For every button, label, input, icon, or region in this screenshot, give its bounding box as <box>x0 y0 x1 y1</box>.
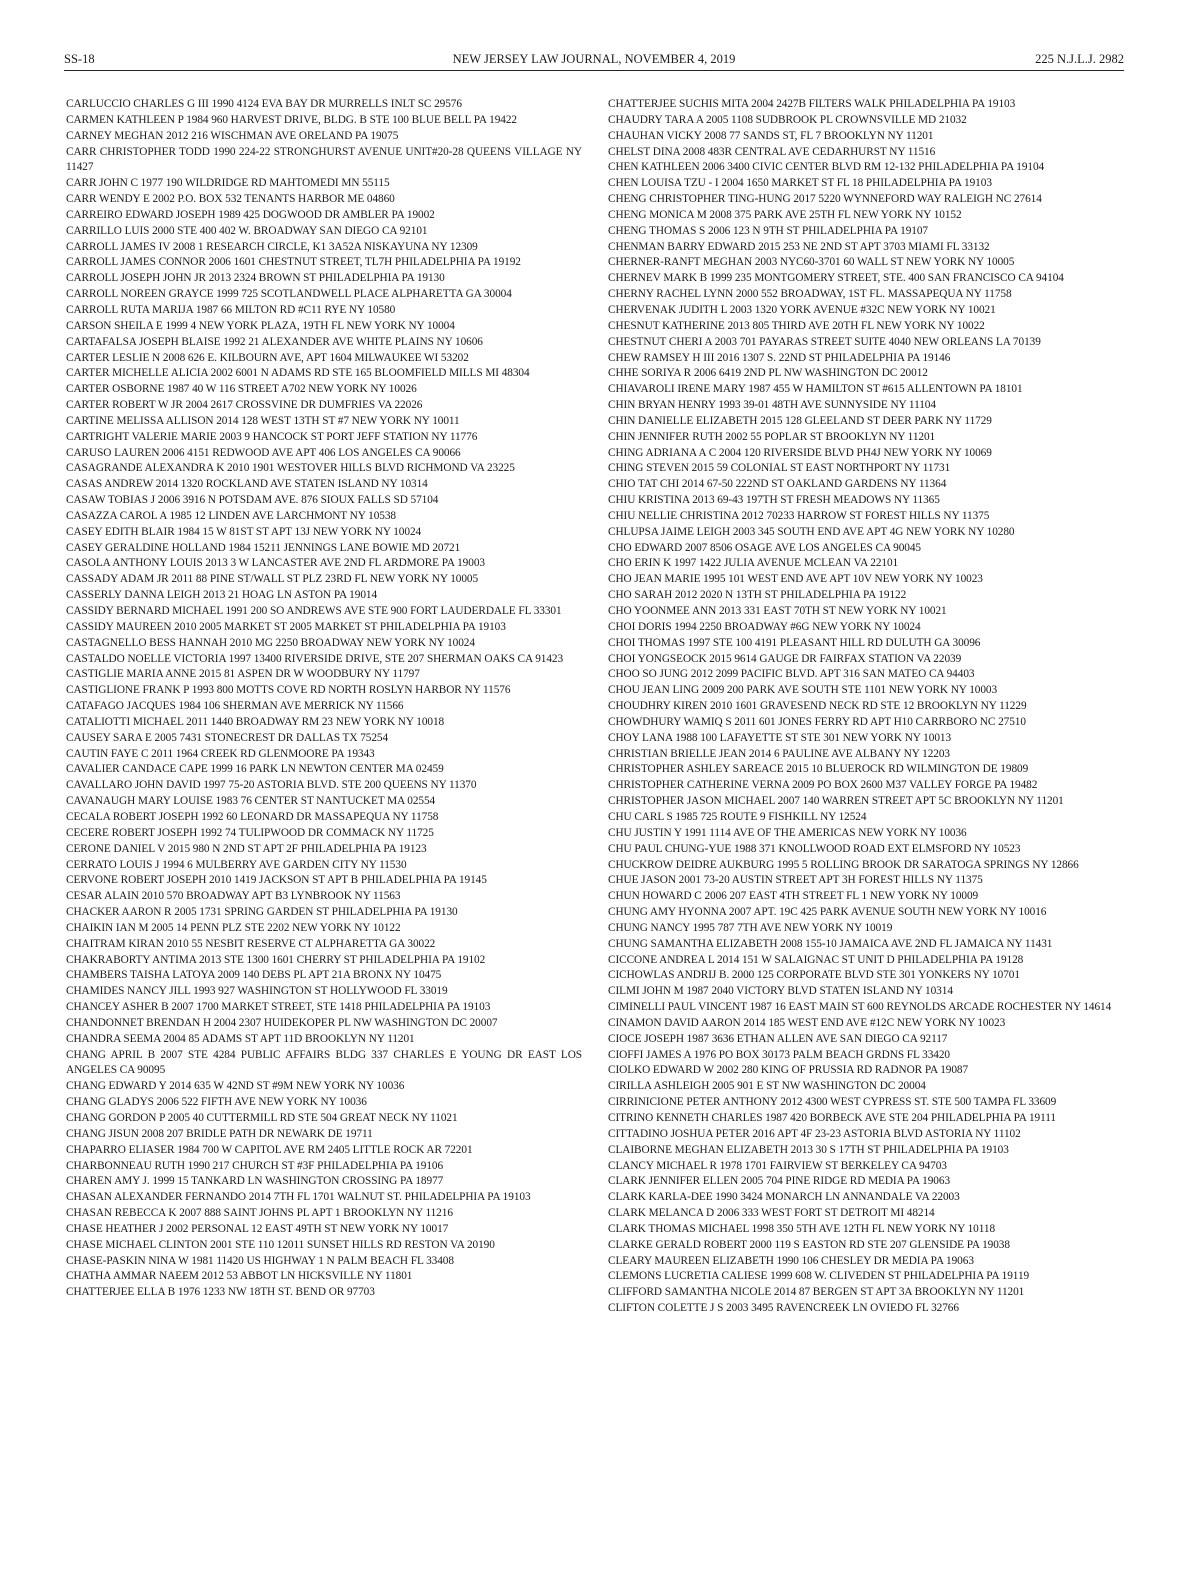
attorney-entry: CARTINE MELISSA ALLISON 2014 128 WEST 13TH ST #7 NEW YORK NY 10011 <box>66 414 460 427</box>
attorney-entry: CASAS ANDREW 2014 1320 ROCKLAND AVE STATEN ISLAND NY 10314 <box>66 478 428 491</box>
attorney-entry: CHELST DINA 2008 483R CENTRAL AVE CEDARHURST NY 11516 <box>608 145 936 158</box>
attorney-entry: CERVONE ROBERT JOSEPH 2010 1419 JACKSON ST APT B PHILADELPHIA PA 19145 <box>66 874 487 887</box>
attorney-entry: CERONE DANIEL V 2015 980 N 2ND ST APT 2F PHILADELPHIA PA 19123 <box>66 842 427 855</box>
attorney-entry: CIOFFI JAMES A 1976 PO BOX 30173 PALM BEACH GRDNS FL 33420 <box>608 1048 950 1061</box>
attorney-entry: CHUNG SAMANTHA ELIZABETH 2008 155-10 JAMAICA AVE 2ND FL JAMAICA NY 11431 <box>608 937 1053 950</box>
attorney-entry: CASTALDO NOELLE VICTORIA 1997 13400 RIVERSIDE DRIVE, STE 207 SHERMAN OAKS CA 91423 <box>66 652 564 665</box>
attorney-entry: CHIAVAROLI IRENE MARY 1987 455 W HAMILTON ST #615 ALLENTOWN PA 18101 <box>608 383 1023 396</box>
attorney-entry: CASSERLY DANNA LEIGH 2013 21 HOAG LN ASTON PA 19014 <box>66 589 378 602</box>
attorney-entry: CHING ADRIANA A C 2004 120 RIVERSIDE BLVD PH4J NEW YORK NY 10069 <box>608 446 992 459</box>
attorney-entry: CHOI YONGSEOCK 2015 9614 GAUGE DR FAIRFAX STATION VA 22039 <box>608 652 962 665</box>
attorney-entry: CHIU KRISTINA 2013 69-43 197TH ST FRESH MEADOWS NY 11365 <box>608 494 940 507</box>
attorney-entry: CAVANAUGH MARY LOUISE 1983 76 CENTER ST NANTUCKET MA 02554 <box>66 795 436 808</box>
attorney-entry: CHANG EDWARD Y 2014 635 W 42ND ST #9M NEW YORK NY 10036 <box>66 1080 405 1093</box>
attorney-entry: CARTAFALSA JOSEPH BLAISE 1992 21 ALEXANDER AVE WHITE PLAINS NY 10606 <box>66 335 483 348</box>
attorney-entry: CHO SARAH 2012 2020 N 13TH ST PHILADELPHIA PA 19122 <box>608 589 907 602</box>
attorney-entry: CITTADINO JOSHUA PETER 2016 APT 4F 23-23 ASTORIA BLVD ASTORIA NY 11102 <box>608 1127 1021 1140</box>
attorney-entry: CARNEY MEGHAN 2012 216 WISCHMAN AVE ORELAND PA 19075 <box>66 129 399 142</box>
attorney-entry: CHOUDHRY KIREN 2010 1601 GRAVESEND NECK RD STE 12 BROOKLYN NY 11229 <box>608 700 1027 713</box>
attorney-entry: CARRILLO LUIS 2000 STE 400 402 W. BROADWAY SAN DIEGO CA 92101 <box>66 224 428 237</box>
attorney-entry: CASTAGNELLO BESS HANNAH 2010 MG 2250 BROADWAY NEW YORK NY 10024 <box>66 636 475 649</box>
attorney-entry: CASSIDY BERNARD MICHAEL 1991 200 SO ANDREWS AVE STE 900 FORT LAUDERDALE FL 33301 <box>66 605 562 617</box>
attorney-entry: CHERVENAK JUDITH L 2003 1320 YORK AVENUE #32C NEW YORK NY 10021 <box>608 303 996 316</box>
attorney-entry: CHAKRABORTY ANTIMA 2013 STE 1300 1601 CHERRY ST PHILADELPHIA PA 19102 <box>66 953 486 966</box>
attorney-entry: CARUSO LAUREN 2006 4151 REDWOOD AVE APT 406 LOS ANGELES CA 90066 <box>66 446 461 459</box>
attorney-entry: CAVALLARO JOHN DAVID 1997 75-20 ASTORIA BLVD. STE 200 QUEENS NY 11370 <box>66 779 477 792</box>
attorney-entry: CILMI JOHN M 1987 2040 VICTORY BLVD STATEN ISLAND NY 10314 <box>608 985 953 998</box>
attorney-entry: CARR CHRISTOPHER TODD 1990 224-22 STRONGHURST AVENUE UNIT#20-28 QUEENS VILLAGE NY 11427 <box>66 145 582 174</box>
attorney-entry: CHAIKIN IAN M 2005 14 PENN PLZ STE 2202 NEW YORK NY 10122 <box>66 921 401 934</box>
attorney-entry: CHOO SO JUNG 2012 2099 PACIFIC BLVD. APT 316 SAN MATEO CA 94403 <box>608 668 975 681</box>
attorney-entry: CHIN DANIELLE ELIZABETH 2015 128 GLEELAND ST DEER PARK NY 11729 <box>608 414 992 427</box>
attorney-entry: CHATTERJEE SUCHIS MITA 2004 2427B FILTERS WALK PHILADELPHIA PA 19103 <box>608 98 1016 110</box>
attorney-entry: CASEY GERALDINE HOLLAND 1984 15211 JENNINGS LANE BOWIE MD 20721 <box>66 541 461 554</box>
attorney-entry: CARTRIGHT VALERIE MARIE 2003 9 HANCOCK ST PORT JEFF STATION NY 11776 <box>66 430 478 443</box>
attorney-entry: CIRILLA ASHLEIGH 2005 901 E ST NW WASHINGTON DC 20004 <box>608 1080 926 1093</box>
attorney-entry: CHANG APRIL B 2007 STE 4284 PUBLIC AFFAIRS BLDG 337 CHARLES E YOUNG DR EAST LOS ANGELES CA 90095 <box>66 1048 582 1077</box>
attorney-entry: CHASAN ALEXANDER FERNANDO 2014 7TH FL 1701 WALNUT ST. PHILADELPHIA PA 19103 <box>66 1191 531 1204</box>
publication-title: NEW JERSEY LAW JOURNAL, NOVEMBER 4, 2019 <box>452 52 736 66</box>
attorney-entry: CHAUDRY TARA A 2005 1108 SUDBROOK PL CROWNSVILLE MD 21032 <box>608 113 967 126</box>
attorney-entry: CHENG CHRISTOPHER TING-HUNG 2017 5220 WYNNEFORD WAY RALEIGH NC 27614 <box>608 193 1042 206</box>
attorney-entry: CAUSEY SARA E 2005 7431 STONECREST DR DALLAS TX 75254 <box>66 731 389 744</box>
attorney-entry: CHU CARL S 1985 725 ROUTE 9 FISHKILL NY 12524 <box>608 810 867 823</box>
attorney-entry: CHACKER AARON R 2005 1731 SPRING GARDEN ST PHILADELPHIA PA 19130 <box>66 906 458 919</box>
attorney-entry: CHERNER-RANFT MEGHAN 2003 NYC60-3701 60 WALL ST NEW YORK NY 10005 <box>608 256 1015 269</box>
attorney-entry: CASSADY ADAM JR 2011 88 PINE ST/WALL ST PLZ 23RD FL NEW YORK NY 10005 <box>66 573 479 586</box>
attorney-entry: CHUN HOWARD C 2006 207 EAST 4TH STREET FL 1 NEW YORK NY 10009 <box>608 890 979 903</box>
attorney-entry: CINAMON DAVID AARON 2014 185 WEST END AVE #12C NEW YORK NY 10023 <box>608 1016 1006 1029</box>
attorney-entry: CARROLL NOREEN GRAYCE 1999 725 SCOTLANDWELL PLACE ALPHARETTA GA 30004 <box>66 288 512 301</box>
attorney-entry: CECALA ROBERT JOSEPH 1992 60 LEONARD DR MASSAPEQUA NY 11758 <box>66 810 439 823</box>
attorney-entry: CHENG MONICA M 2008 375 PARK AVE 25TH FL NEW YORK NY 10152 <box>608 208 962 221</box>
attorney-entry: CLEARY MAUREEN ELIZABETH 1990 106 CHESLEY DR MEDIA PA 19063 <box>608 1254 974 1267</box>
attorney-entry: CARROLL JOSEPH JOHN JR 2013 2324 BROWN ST PHILADELPHIA PA 19130 <box>66 272 445 285</box>
attorney-entry: CARR JOHN C 1977 190 WILDRIDGE RD MAHTOMEDI MN 55115 <box>66 177 390 190</box>
attorney-entry: CHRISTOPHER JASON MICHAEL 2007 140 WARREN STREET APT 5C BROOKLYN NY 11201 <box>608 795 1064 808</box>
attorney-entry: CLARK MELANCA D 2006 333 WEST FORT ST DETROIT MI 48214 <box>608 1207 935 1220</box>
attorney-entry: CHASE MICHAEL CLINTON 2001 STE 110 12011 SUNSET HILLS RD RESTON VA 20190 <box>66 1238 495 1251</box>
attorney-entry: CLIFFORD SAMANTHA NICOLE 2014 87 BERGEN ST APT 3A BROOKLYN NY 11201 <box>608 1286 1025 1299</box>
attorney-entry: CASAZZA CAROL A 1985 12 LINDEN AVE LARCHMONT NY 10538 <box>66 509 396 522</box>
attorney-entry: CHARBONNEAU RUTH 1990 217 CHURCH ST #3F PHILADELPHIA PA 19106 <box>66 1159 444 1172</box>
attorney-entry: CASOLA ANTHONY LOUIS 2013 3 W LANCASTER AVE 2ND FL ARDMORE PA 19003 <box>66 557 485 570</box>
attorney-entry: CECERE ROBERT JOSEPH 1992 74 TULIPWOOD DR COMMACK NY 11725 <box>66 826 434 839</box>
citation: 225 N.J.L.J. 2982 <box>1035 52 1124 66</box>
attorney-entry: CHENMAN BARRY EDWARD 2015 253 NE 2ND ST APT 3703 MIAMI FL 33132 <box>608 240 990 253</box>
attorney-entry: CARROLL JAMES IV 2008 1 RESEARCH CIRCLE, K1 3A52A NISKAYUNA NY 12309 <box>66 240 478 253</box>
attorney-entry: CHOWDHURY WAMIQ S 2011 601 JONES FERRY RD APT H10 CARRBORO NC 27510 <box>608 715 1026 728</box>
attorney-entry: CLAIBORNE MEGHAN ELIZABETH 2013 30 S 17TH ST PHILADELPHIA PA 19103 <box>608 1143 1009 1156</box>
attorney-entry: CHRISTOPHER ASHLEY SAREACE 2015 10 BLUEROCK RD WILMINGTON DE 19809 <box>608 763 1029 776</box>
attorney-entry: CHHE SORIYA R 2006 6419 2ND PL NW WASHINGTON DC 20012 <box>608 367 928 380</box>
attorney-entry: CHANG GORDON P 2005 40 CUTTERMILL RD STE 504 GREAT NECK NY 11021 <box>66 1112 458 1124</box>
attorney-entry: CHIN JENNIFER RUTH 2002 55 POPLAR ST BROOKLYN NY 11201 <box>608 430 936 443</box>
attorney-entry: CHASE HEATHER J 2002 PERSONAL 12 EAST 49TH ST NEW YORK NY 10017 <box>66 1222 449 1235</box>
attorney-entry: CHERNEV MARK B 1999 235 MONTGOMERY STREET, STE. 400 SAN FRANCISCO CA 94104 <box>608 272 1064 285</box>
left-column <box>66 97 582 1301</box>
attorney-entry: CHUNG AMY HYONNA 2007 APT. 19C 425 PARK AVENUE SOUTH NEW YORK NY 10016 <box>608 906 1047 919</box>
attorney-entry: CARMEN KATHLEEN P 1984 960 HARVEST DRIVE, BLDG. B STE 100 BLUE BELL PA 19422 <box>66 113 517 126</box>
attorney-entry: CICHOWLAS ANDRIJ B. 2000 125 CORPORATE BLVD STE 301 YONKERS NY 10701 <box>608 969 1020 982</box>
page-header <box>64 50 1124 71</box>
attorney-entry: CHANDRA SEEMA 2004 85 ADAMS ST APT 11D BROOKLYN NY 11201 <box>66 1032 415 1045</box>
attorney-entry: CLANCY MICHAEL R 1978 1701 FAIRVIEW ST BERKELEY CA 94703 <box>608 1159 947 1172</box>
attorney-entry: CHANG GLADYS 2006 522 FIFTH AVE NEW YORK NY 10036 <box>66 1096 367 1109</box>
attorney-entry: CASEY EDITH BLAIR 1984 15 W 81ST ST APT 13J NEW YORK NY 10024 <box>66 525 422 538</box>
attorney-entry: CARROLL JAMES CONNOR 2006 1601 CHESTNUT STREET, TL7H PHILADELPHIA PA 19192 <box>66 256 521 269</box>
attorney-entry: CLARK THOMAS MICHAEL 1998 350 5TH AVE 12TH FL NEW YORK NY 10118 <box>608 1222 996 1235</box>
page-label: SS-18 <box>64 52 95 66</box>
attorney-entry: CHAMIDES NANCY JILL 1993 927 WASHINGTON ST HOLLYWOOD FL 33019 <box>66 985 448 998</box>
attorney-entry: CHENG THOMAS S 2006 123 N 9TH ST PHILADELPHIA PA 19107 <box>608 224 928 237</box>
attorney-entry: CARTER LESLIE N 2008 626 E. KILBOURN AVE, APT 1604 MILWAUKEE WI 53202 <box>66 351 469 364</box>
attorney-entry: CHOU JEAN LING 2009 200 PARK AVE SOUTH STE 1101 NEW YORK NY 10003 <box>608 684 998 697</box>
attorney-entry: CHAMBERS TAISHA LATOYA 2009 140 DEBS PL APT 21A BRONX NY 10475 <box>66 969 442 982</box>
attorney-entry: CLARKE GERALD ROBERT 2000 119 S EASTON RD STE 207 GLENSIDE PA 19038 <box>608 1238 1010 1251</box>
attorney-entry: CHOI THOMAS 1997 STE 100 4191 PLEASANT HILL RD DULUTH GA 30096 <box>608 636 981 649</box>
attorney-entry: CHESNUT KATHERINE 2013 805 THIRD AVE 20TH FL NEW YORK NY 10022 <box>608 319 985 332</box>
attorney-entry: CLARK JENNIFER ELLEN 2005 704 PINE RIDGE RD MEDIA PA 19063 <box>608 1175 951 1188</box>
attorney-entry: CHATTERJEE ELLA B 1976 1233 NW 18TH ST. BEND OR 97703 <box>66 1286 375 1299</box>
attorney-entry: CHASAN REBECCA K 2007 888 SAINT JOHNS PL APT 1 BROOKLYN NY 11216 <box>66 1207 453 1220</box>
attorney-entry: CATAFAGO JACQUES 1984 106 SHERMAN AVE MERRICK NY 11566 <box>66 700 404 713</box>
attorney-entry: CARTER ROBERT W JR 2004 2617 CROSSVINE DR DUMFRIES VA 22026 <box>66 399 423 412</box>
attorney-entry: CHIN BRYAN HENRY 1993 39-01 48TH AVE SUNNYSIDE NY 11104 <box>608 399 936 412</box>
attorney-entry: CASTIGLIONE FRANK P 1993 800 MOTTS COVE RD NORTH ROSLYN HARBOR NY 11576 <box>66 684 511 697</box>
attorney-entry: CIOLKO EDWARD W 2002 280 KING OF PRUSSIA RD RADNOR PA 19087 <box>608 1064 969 1077</box>
attorney-entry: CHU JUSTIN Y 1991 1114 AVE OF THE AMERICAS NEW YORK NY 10036 <box>608 826 967 839</box>
attorney-entry: CHOY LANA 1988 100 LAFAYETTE ST STE 301 NEW YORK NY 10013 <box>608 731 952 744</box>
attorney-entry: CHAPARRO ELIASER 1984 700 W CAPITOL AVE RM 2405 LITTLE ROCK AR 72201 <box>66 1143 473 1156</box>
attorney-entry: CHING STEVEN 2015 59 COLONIAL ST EAST NORTHPORT NY 11731 <box>608 462 951 475</box>
attorney-entry: CESAR ALAIN 2010 570 BROADWAY APT B3 LYNBROOK NY 11563 <box>66 890 401 903</box>
right-column <box>608 97 1124 1317</box>
attorney-entry: CARREIRO EDWARD JOSEPH 1989 425 DOGWOOD DR AMBLER PA 19002 <box>66 208 435 221</box>
attorney-entry: CARR WENDY E 2002 P.O. BOX 532 TENANTS HARBOR ME 04860 <box>66 193 395 206</box>
attorney-entry: CITRINO KENNETH CHARLES 1987 420 BORBECK AVE STE 204 PHILADELPHIA PA 19111 <box>608 1112 1056 1124</box>
attorney-entry: CARSON SHEILA E 1999 4 NEW YORK PLAZA, 19TH FL NEW YORK NY 10004 <box>66 319 455 332</box>
attorney-entry: CHUCKROW DEIDRE AUKBURG 1995 5 ROLLING BROOK DR SARATOGA SPRINGS NY 12866 <box>608 858 1079 871</box>
attorney-entry: CHEN LOUISA TZU - I 2004 1650 MARKET ST FL 18 PHILADELPHIA PA 19103 <box>608 177 992 190</box>
attorney-entry: CLEMONS LUCRETIA CALIESE 1999 608 W. CLIVEDEN ST PHILADELPHIA PA 19119 <box>608 1270 1030 1283</box>
attorney-entry: CARTER MICHELLE ALICIA 2002 6001 N ADAMS RD STE 165 BLOOMFIELD MILLS MI 48304 <box>66 367 530 380</box>
attorney-entry: CASSIDY MAUREEN 2010 2005 MARKET ST 2005 MARKET ST PHILADELPHIA PA 19103 <box>66 620 506 633</box>
attorney-entry: CATALIOTTI MICHAEL 2011 1440 BROADWAY RM 23 NEW YORK NY 10018 <box>66 715 445 728</box>
attorney-entry: CICCONE ANDREA L 2014 151 W SALAIGNAC ST UNIT D PHILADELPHIA PA 19128 <box>608 953 1024 966</box>
attorney-entry: CHO ERIN K 1997 1422 JULIA AVENUE MCLEAN VA 22101 <box>608 557 899 570</box>
attorney-entry: CHESTNUT CHERI A 2003 701 PAYARAS STREET SUITE 4040 NEW ORLEANS LA 70139 <box>608 335 1041 348</box>
attorney-entry: CHANCEY ASHER B 2007 1700 MARKET STREET, STE 1418 PHILADELPHIA PA 19103 <box>66 1001 491 1014</box>
attorney-entry: CARROLL RUTA MARIJA 1987 66 MILTON RD #C11 RYE NY 10580 <box>66 303 396 316</box>
attorney-entry: CHATHA AMMAR NAEEM 2012 53 ABBOT LN HICKSVILLE NY 11801 <box>66 1270 413 1283</box>
attorney-entry: CHEW RAMSEY H III 2016 1307 S. 22ND ST PHILADELPHIA PA 19146 <box>608 351 951 364</box>
attorney-entry: CHAREN AMY J. 1999 15 TANKARD LN WASHINGTON CROSSING PA 18977 <box>66 1175 444 1188</box>
attorney-entry: CHIU NELLIE CHRISTINA 2012 70233 HARROW ST FOREST HILLS NY 11375 <box>608 509 990 522</box>
attorney-entry: CHO YOONMEE ANN 2013 331 EAST 70TH ST NEW YORK NY 10021 <box>608 605 947 617</box>
attorney-entry: CARTER OSBORNE 1987 40 W 116 STREET A702 NEW YORK NY 10026 <box>66 383 417 396</box>
attorney-entry: CAVALIER CANDACE CAPE 1999 16 PARK LN NEWTON CENTER MA 02459 <box>66 763 444 776</box>
attorney-entry: CARLUCCIO CHARLES G III 1990 4124 EVA BAY DR MURRELLS INLT SC 29576 <box>66 98 462 110</box>
attorney-entry: CHERNY RACHEL LYNN 2000 552 BROADWAY, 1ST FL. MASSAPEQUA NY 11758 <box>608 288 1012 301</box>
attorney-entry: CHO JEAN MARIE 1995 101 WEST END AVE APT 10V NEW YORK NY 10023 <box>608 573 983 586</box>
attorney-entry: CHUE JASON 2001 73-20 AUSTIN STREET APT 3H FOREST HILLS NY 11375 <box>608 874 983 887</box>
attorney-entry: CLARK KARLA-DEE 1990 3424 MONARCH LN ANNANDALE VA 22003 <box>608 1191 960 1204</box>
attorney-entry: CHIO TAT CHI 2014 67-50 222ND ST OAKLAND GARDENS NY 11364 <box>608 478 947 491</box>
attorney-entry: CASTIGLIE MARIA ANNE 2015 81 ASPEN DR W WOODBURY NY 11797 <box>66 668 420 681</box>
attorney-entry: CHRISTIAN BRIELLE JEAN 2014 6 PAULINE AVE ALBANY NY 12203 <box>608 747 950 760</box>
attorney-entry: CAUTIN FAYE C 2011 1964 CREEK RD GLENMOORE PA 19343 <box>66 747 375 760</box>
attorney-entry: CHAUHAN VICKY 2008 77 SANDS ST, FL 7 BROOKLYN NY 11201 <box>608 129 934 142</box>
attorney-entry: CIOCE JOSEPH 1987 3636 ETHAN ALLEN AVE SAN DIEGO CA 92117 <box>608 1032 948 1045</box>
attorney-entry: CHEN KATHLEEN 2006 3400 CIVIC CENTER BLVD RM 12-132 PHILADELPHIA PA 19104 <box>608 161 1045 174</box>
attorney-entry: CLIFTON COLETTE J S 2003 3495 RAVENCREEK LN OVIEDO FL 32766 <box>608 1302 959 1315</box>
attorney-entry: CIMINELLI PAUL VINCENT 1987 16 EAST MAIN ST 600 REYNOLDS ARCADE ROCHESTER NY 14614 <box>608 1001 1112 1014</box>
attorney-entry: CERRATO LOUIS J 1994 6 MULBERRY AVE GARDEN CITY NY 11530 <box>66 858 407 871</box>
attorney-entry: CHO EDWARD 2007 8506 OSAGE AVE LOS ANGELES CA 90045 <box>608 541 921 554</box>
attorney-entry: CASAGRANDE ALEXANDRA K 2010 1901 WESTOVER HILLS BLVD RICHMOND VA 23225 <box>66 462 515 475</box>
attorney-entry: CHAITRAM KIRAN 2010 55 NESBIT RESERVE CT ALPHARETTA GA 30022 <box>66 937 436 950</box>
attorney-entry: CASAW TOBIAS J 2006 3916 N POTSDAM AVE. 876 SIOUX FALLS SD 57104 <box>66 494 439 507</box>
attorney-entry: CHLUPSA JAIME LEIGH 2003 345 SOUTH END AVE APT 4G NEW YORK NY 10280 <box>608 525 1015 538</box>
attorney-entry: CIRRINICIONE PETER ANTHONY 2012 4300 WEST CYPRESS ST. STE 500 TAMPA FL 33609 <box>608 1096 1057 1109</box>
attorney-entry: CHANDONNET BRENDAN H 2004 2307 HUIDEKOPER PL NW WASHINGTON DC 20007 <box>66 1016 498 1029</box>
attorney-entry: CHU PAUL CHUNG-YUE 1988 371 KNOLLWOOD ROAD EXT ELMSFORD NY 10523 <box>608 842 1021 855</box>
attorney-entry: CHANG JISUN 2008 207 BRIDLE PATH DR NEWARK DE 19711 <box>66 1127 373 1140</box>
attorney-entry: CHRISTOPHER CATHERINE VERNA 2009 PO BOX 2600 M37 VALLEY FORGE PA 19482 <box>608 779 1038 792</box>
attorney-entry: CHUNG NANCY 1995 787 7TH AVE NEW YORK NY 10019 <box>608 921 893 934</box>
attorney-entry: CHASE-PASKIN NINA W 1981 11420 US HIGHWAY 1 N PALM BEACH FL 33408 <box>66 1254 454 1267</box>
attorney-entry: CHOI DORIS 1994 2250 BROADWAY #6G NEW YORK NY 10024 <box>608 620 921 633</box>
